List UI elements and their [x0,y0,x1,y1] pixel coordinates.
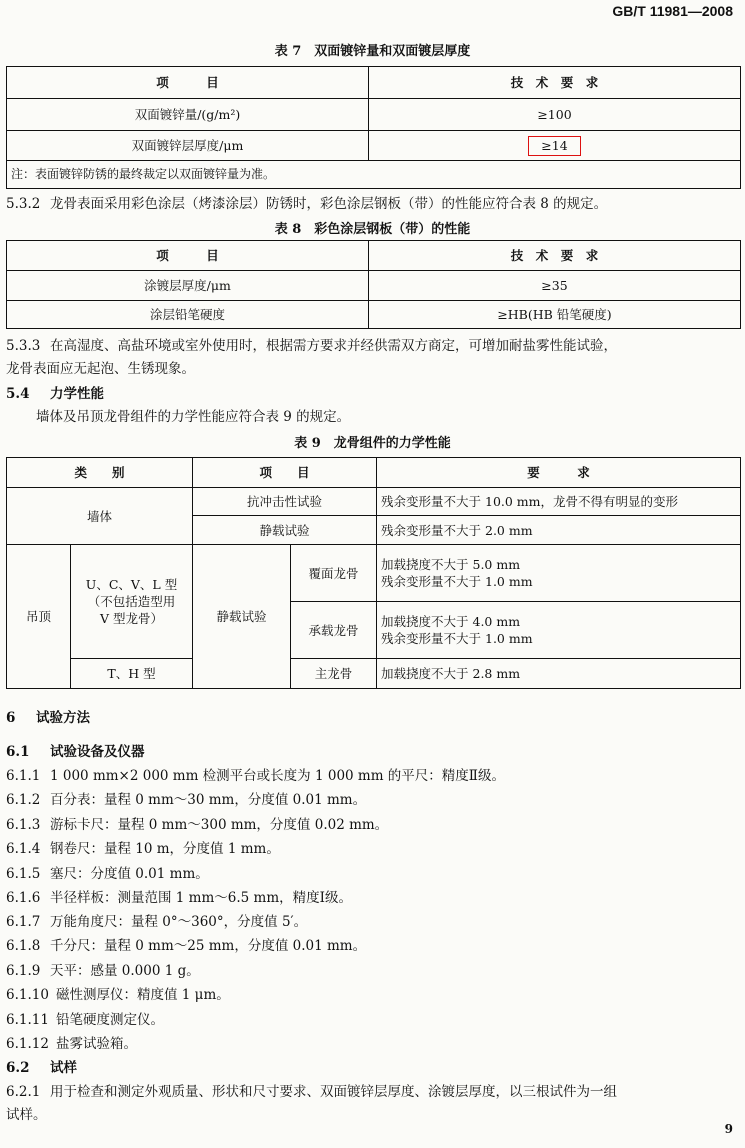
item-text: 千分尺：量程 0 mm～25 mm，分度值 0.01 mm。 [50,938,367,954]
table7-req-highlight-cell [369,131,741,161]
wall-impact-item: 抗冲击性试验 [193,488,377,516]
section-6-2-heading [6,1058,77,1078]
clause-number: 5.3.3 [6,338,41,354]
type-line: U、C、V、L 型 [85,577,178,592]
wall-impact-req: 残余变形量不大于 10.0 mm，龙骨不得有明显的变形 [377,488,741,516]
table8-header-item: 项 目 [7,241,369,271]
ceiling-static-item: 静载试验 [193,545,291,689]
cover-keel: 覆面龙骨 [291,545,377,602]
item-number: 6.1.4 [6,841,41,857]
table9-header-req: 要 求 [377,458,741,488]
item-text: 钢卷尺：量程 10 m，分度值 1 mm。 [50,841,280,857]
table9-caption: 表 9 龙骨组件的力学性能 [294,436,451,451]
highlight-box: ≥14 [528,136,580,156]
table-row [7,99,741,131]
item-text: 盐雾试验箱。 [56,1036,137,1052]
section-title: 试验设备及仪器 [50,744,145,760]
table9-header-category: 类 别 [7,458,193,488]
item-text: 天平：感量 0.000 1 g。 [50,963,200,979]
clause-text: 在高湿度、高盐环境或室外使用时，根据需方要求并经供需双方商定，可增加耐盐雾性能试验， [50,338,617,354]
table9-header-item: 项 目 [193,458,377,488]
item-text: 磁性测厚仪：精度值 1 μm。 [56,987,230,1003]
ceiling-category: 吊顶 [7,545,71,689]
type-line: V 型龙骨） [100,611,164,626]
table7-header-req: 技 术 要 求 [369,67,741,99]
item-text: 万能角度尺：量程 0°～360°，分度值 5′。 [50,914,308,930]
item-number: 6.1.7 [6,914,41,930]
item-number: 6.1.6 [6,890,41,906]
table-row [7,131,741,161]
table7-header-item: 项 目 [7,67,369,99]
clause-number: 6.2.1 [6,1084,41,1100]
table8 [6,240,741,329]
table8-item: 涂镀层厚度/μm [7,271,369,301]
table-row [7,301,741,329]
item-number: 6.1.3 [6,817,41,833]
table7-item: 双面镀锌量/(g/m²) [7,99,369,131]
clause-text: 龙骨表面采用彩色涂层（烤漆涂层）防锈时，彩色涂层钢板（带）的性能应符合表 8 的规定。 [50,196,608,212]
item-number: 6.1.10 [6,987,49,1003]
table7-note: 注：表面镀锌防锈的最终裁定以双面镀锌量为准。 [7,161,741,189]
table7-item: 双面镀锌层厚度/μm [7,131,369,161]
item-number: 6.1.9 [6,963,41,979]
table-row [7,271,741,301]
list-item [6,815,388,835]
list-item [6,912,307,932]
standard-code: GB/T 11981—2008 [612,3,733,19]
main-keel-req: 加载挠度不大于 2.8 mm [377,659,741,689]
req-line: 残余变形量不大于 1.0 mm [381,631,533,646]
table8-header-req: 技 术 要 求 [369,241,741,271]
cover-keel-req [377,545,741,602]
table-row [7,545,741,602]
list-item [6,864,209,884]
clause-title: 力学性能 [50,386,104,402]
item-text: 半径样板：测量范围 1 mm～6.5 mm，精度Ⅰ级。 [50,890,352,906]
req-line: 残余变形量不大于 1.0 mm [381,574,533,589]
clause-number: 5.4 [6,386,30,402]
table8-req: ≥HB(HB 铅笔硬度) [369,301,741,329]
wall-static-item: 静载试验 [193,516,377,545]
ceiling-type-th: T、H 型 [71,659,193,689]
table7-caption: 表 7 双面镀锌量和双面镀层厚度 [274,44,471,59]
item-text: 百分表：量程 0 mm～30 mm，分度值 0.01 mm。 [50,792,367,808]
table8-caption: 表 8 彩色涂层钢板（带）的性能 [274,222,471,237]
item-number: 6.1.1 [6,768,41,784]
item-text: 塞尺：分度值 0.01 mm。 [50,866,209,882]
list-item [6,985,230,1005]
item-text: 游标卡尺：量程 0 mm～300 mm，分度值 0.02 mm。 [50,817,389,833]
section-6-heading [6,708,90,728]
item-text: 1 000 mm×2 000 mm 检测平台或长度为 1 000 mm 的平尺：精度Ⅱ级。 [50,768,505,784]
clause-6-2-1 [6,1082,617,1102]
table8-item: 涂层铅笔硬度 [7,301,369,329]
req-line: 加载挠度不大于 4.0 mm [381,614,521,629]
list-item [6,790,366,810]
list-item [6,888,352,908]
main-keel: 主龙骨 [291,659,377,689]
wall-static-req: 残余变形量不大于 2.0 mm [377,516,741,545]
table9 [6,457,741,689]
table-row [7,659,741,689]
clause-5-3-3-cont: 龙骨表面应无起泡、生锈现象。 [6,361,195,377]
list-item [6,936,366,956]
table-row [7,488,741,516]
list-item [6,1010,164,1030]
section-title: 试样 [50,1060,77,1076]
bearing-keel-req [377,602,741,659]
section-number: 6 [6,710,16,726]
clause-5-4-heading [6,384,104,404]
section-number: 6.2 [6,1060,30,1076]
table7 [6,66,741,189]
item-text: 铅笔硬度测定仪。 [56,1012,164,1028]
item-number: 6.1.5 [6,866,41,882]
section-6-1-heading [6,742,145,762]
item-number: 6.1.11 [6,1012,49,1028]
page-number: 9 [724,1122,733,1136]
list-item [6,1034,137,1054]
table7-req: ≥100 [369,99,741,131]
clause-number: 5.3.2 [6,196,41,212]
list-item [6,839,280,859]
clause-text: 用于检查和测定外观质量、形状和尺寸要求、双面镀锌层厚度、涂镀层厚度，以三根试件为一组 [50,1084,617,1100]
item-number: 6.1.2 [6,792,41,808]
clause-6-2-1-cont: 试样。 [6,1107,47,1123]
table8-req: ≥35 [369,271,741,301]
item-number: 6.1.12 [6,1036,49,1052]
ceiling-type-ucvl [71,545,193,659]
wall-category: 墙体 [7,488,193,545]
item-number: 6.1.8 [6,938,41,954]
type-line: （不包括造型用 [87,594,176,609]
list-item [6,961,200,981]
list-item [6,766,505,786]
bearing-keel: 承载龙骨 [291,602,377,659]
section-number: 6.1 [6,744,30,760]
section-title: 试验方法 [36,710,90,726]
clause-5-3-2 [6,194,607,214]
req-line: 加载挠度不大于 5.0 mm [381,557,521,572]
clause-5-4-text: 墙体及吊顶龙骨组件的力学性能应符合表 9 的规定。 [36,409,351,425]
clause-5-3-3 [6,336,617,356]
